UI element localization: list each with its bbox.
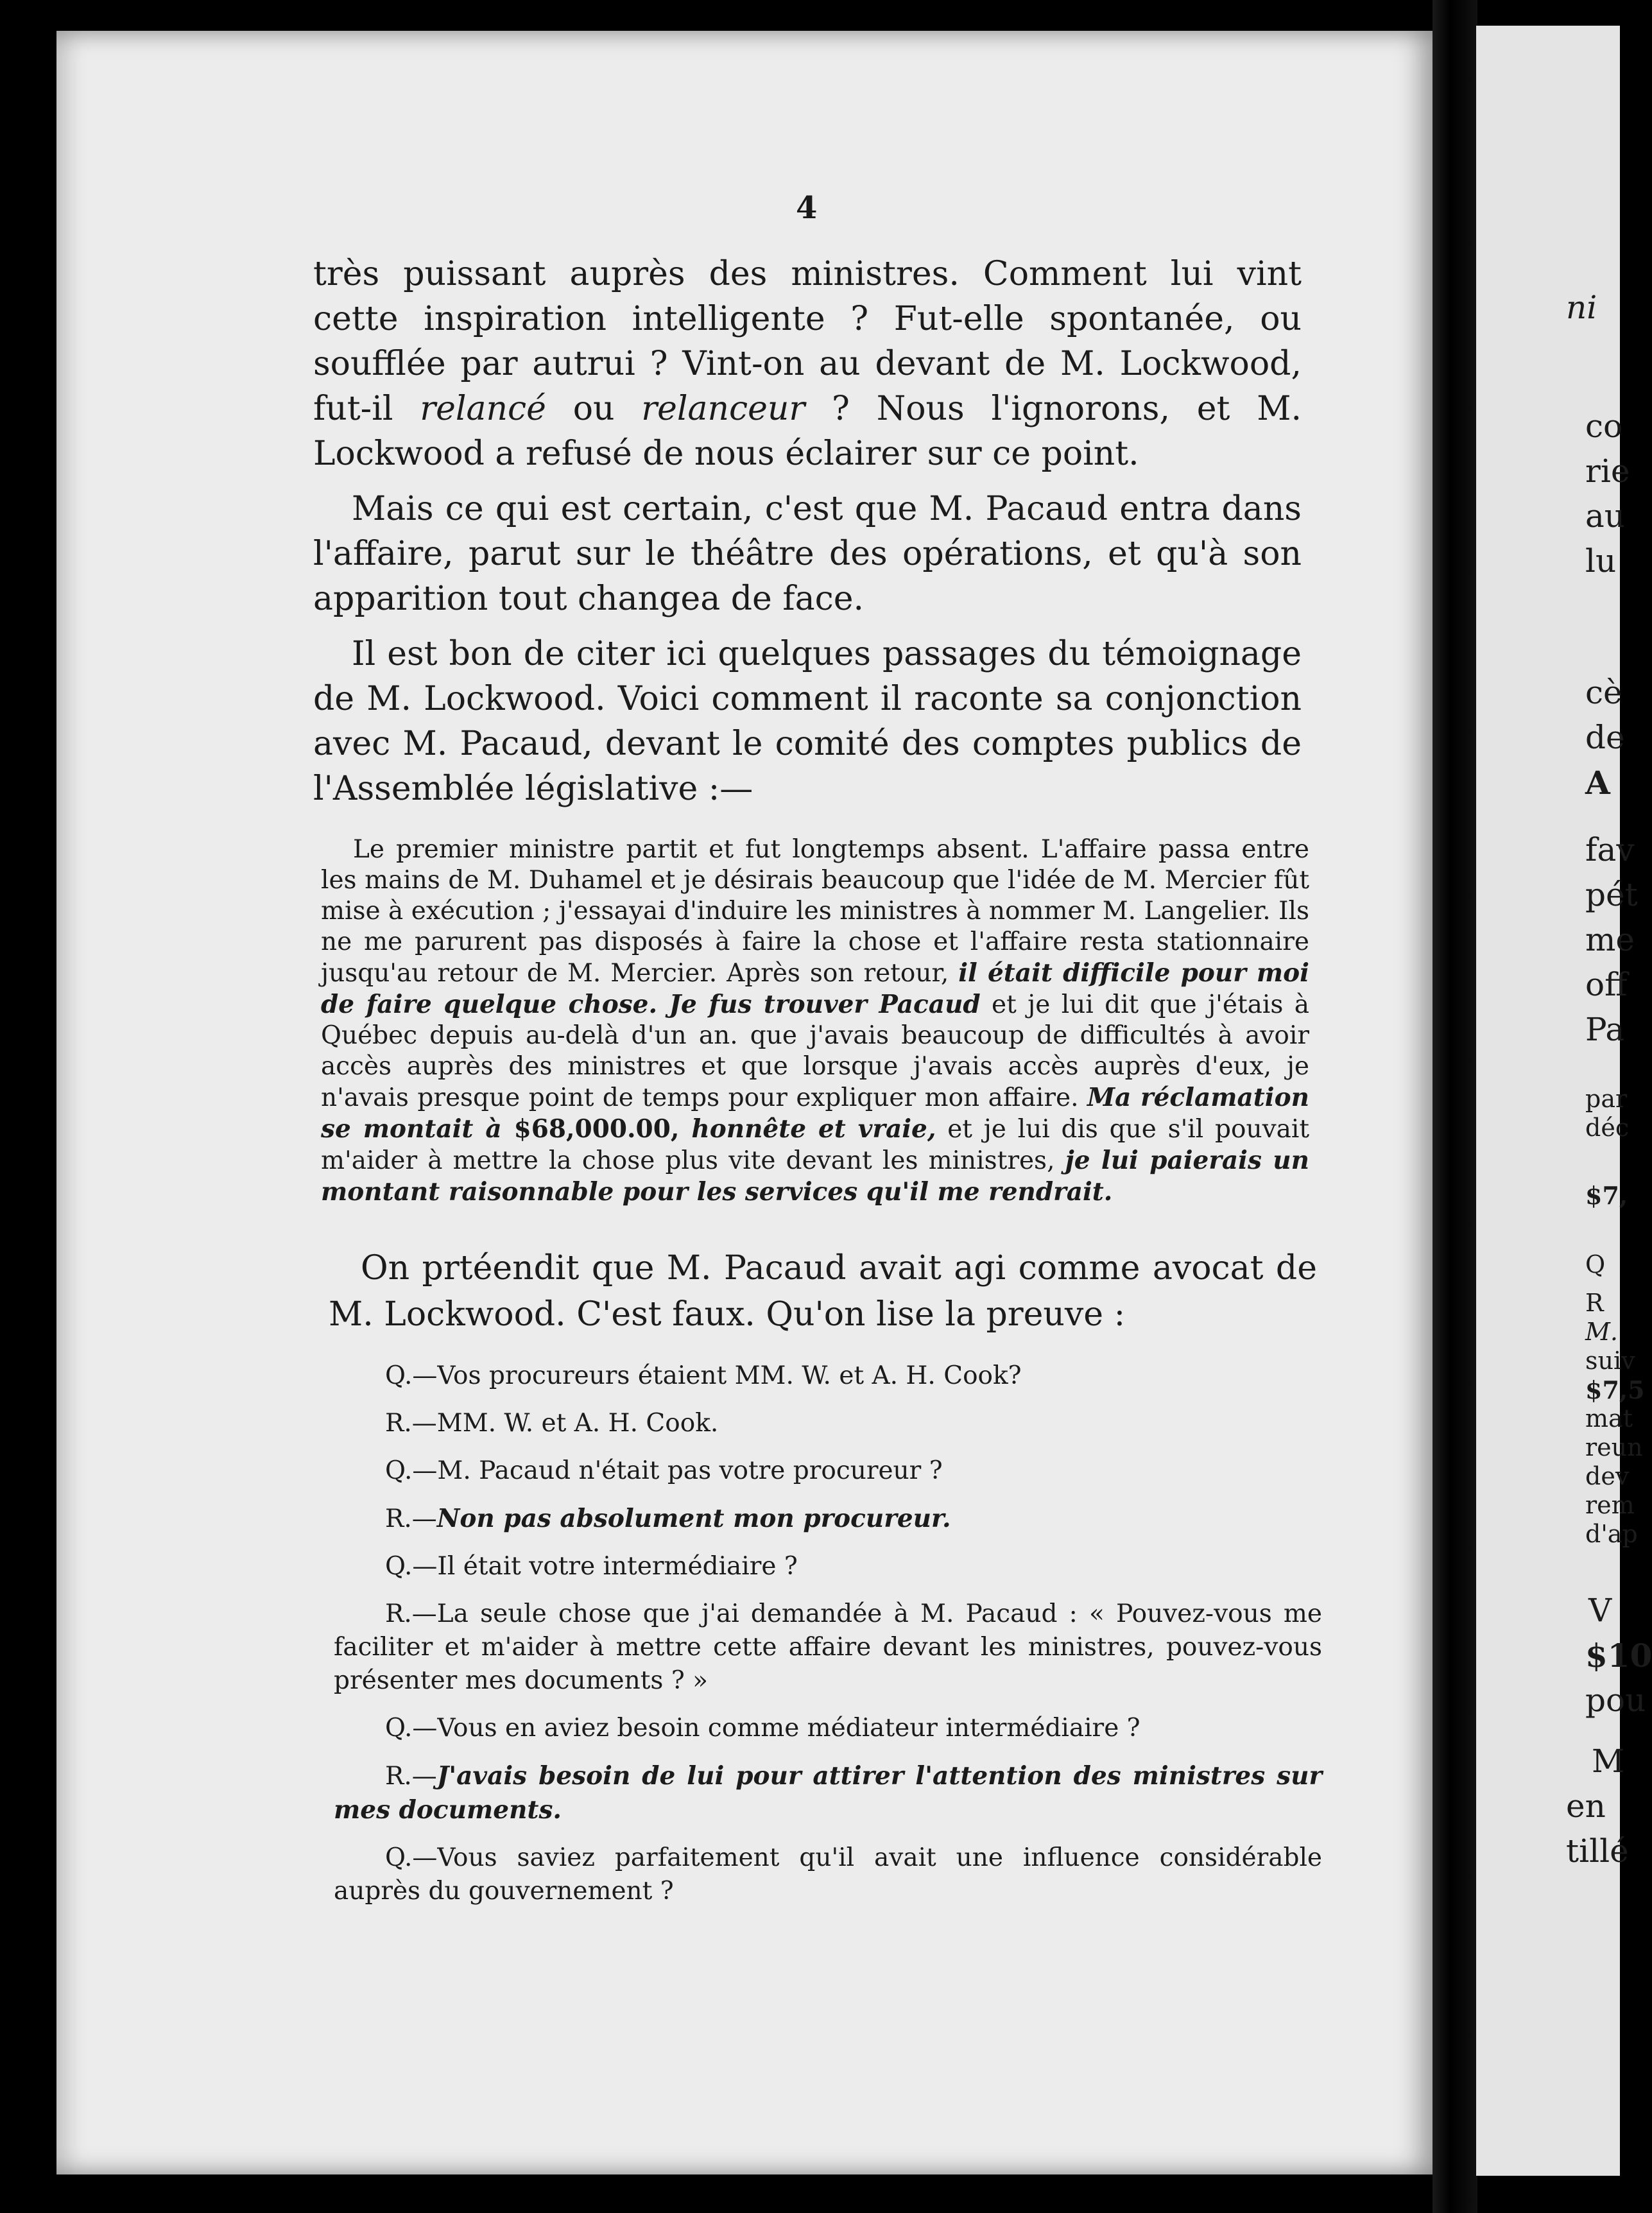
- next-page-fragment: $7,: [1585, 1181, 1628, 1210]
- qa-item: R.—Non pas absolument mon procureur.: [385, 1504, 951, 1533]
- next-page-fragment: pou: [1585, 1682, 1646, 1719]
- testimony-quote: Le premier ministre partit et fut longtemps absent. L'affaire passa entre les mains de M. Duhamel et je désirais beaucoup que l'idée de M. Mercier fût mise à exécution ; j'essayai d'induire les ministres à nommer M. Langelier. Ils ne me parurent pas disposés à faire la chose et l'affaire resta stationnaire jusqu'au retour de M. Mercier. Après son retour, il était difficile pour moi de faire quelque chose. Je fus trouver Pacaud et je lui dit que j'étais à Québec depuis au-delà d'un an. que j'avais beaucoup de difficultés à avoir accès auprès des ministres et que lorsque j'avais accès auprès d'eux, je n'avais presque point de temps pour expliquer mon affaire. Ma réclamation se montait à $68,000.00, honnête et vraie, et je lui dis que s'il pouvait m'aider à mettre la chose plus vite devant les ministres, je lui paierais un montant raisonnable pour les services qu'il me rendrait.: [321, 835, 1309, 1207]
- next-page-fragment: au: [1585, 497, 1626, 535]
- body-text-top: [313, 252, 1302, 822]
- page-number: 4: [796, 190, 818, 226]
- next-page-fragment: rie: [1585, 452, 1630, 490]
- next-page-fragment: $10: [1585, 1637, 1652, 1675]
- qa-item: Q.—Vous saviez parfaitement qu'il avait une influence considérable auprès du gouvernement ?: [334, 1843, 1322, 1906]
- qa-item: Q.—M. Pacaud n'était pas votre procureur ?: [385, 1456, 943, 1485]
- next-page-fragment: M: [1592, 1743, 1625, 1780]
- next-page-fragment: A: [1585, 764, 1610, 802]
- next-page-fragment: cè: [1585, 674, 1622, 711]
- book-gutter: [1433, 0, 1477, 2213]
- next-page-fragment: R: [1585, 1289, 1604, 1317]
- paragraph-3: Il est bon de citer ici quelques passages du témoignage de M. Lockwood. Voici comment il raconte sa conjonction avec M. Pacaud, devant le comité des comptes publics de l'Assemblée législative :—: [313, 635, 1302, 808]
- next-page-fragment: ni: [1566, 289, 1597, 326]
- next-page-fragment: d'ap: [1585, 1520, 1638, 1548]
- qa-item: R.—MM. W. et A. H. Cook.: [385, 1409, 719, 1438]
- next-page-fragment: me: [1585, 921, 1635, 958]
- next-page-fragment: mat: [1585, 1404, 1633, 1433]
- next-page-fragment: en: [1566, 1787, 1606, 1825]
- next-page-fragment: déc: [1585, 1114, 1630, 1142]
- next-page-fragment: Pa: [1585, 1011, 1625, 1048]
- qa-item: Q.—Il était votre intermédiaire ?: [385, 1552, 798, 1581]
- next-page-fragment: de: [1585, 719, 1625, 756]
- next-page-fragment: fav: [1585, 831, 1635, 868]
- next-page-fragment: pét: [1585, 876, 1638, 913]
- qa-list: [334, 1359, 1322, 1922]
- next-page-fragment: tillé: [1566, 1832, 1629, 1870]
- next-page-fragment: $7,5: [1585, 1375, 1645, 1404]
- next-page-fragment: reun: [1585, 1433, 1643, 1461]
- next-page-fragment: V: [1588, 1592, 1612, 1629]
- paragraph-1: très puissant auprès des ministres. Comment lui vint cette inspiration intelligente ? Fut-elle spontanée, ou soufflée par autrui ? Vint-on au devant de M. Lockwood, fut-il relancé ou relanceur ? Nous l'ignorons, et M. Lockwood a refusé de nous éclairer sur ce point.: [313, 255, 1302, 473]
- next-page-fragment: Q: [1585, 1250, 1606, 1279]
- qa-item: R.—La seule chose que j'ai demandée à M. Pacaud : « Pouvez-vous me faciliter et m'aider à mettre cette affaire devant les ministres, pouvez-vous présenter mes documents ? »: [334, 1599, 1322, 1695]
- next-page-fragment: lu: [1585, 542, 1617, 580]
- next-page-fragment: dev: [1585, 1462, 1630, 1490]
- next-page-fragment: M.: [1585, 1318, 1618, 1346]
- paragraph-4: On prtéendit que M. Pacaud avait agi comme avocat de M. Lockwood. C'est faux. Qu'on lise la preuve :: [329, 1249, 1317, 1334]
- next-page-fragment: off: [1585, 966, 1628, 1003]
- qa-item: Q.—Vous en aviez besoin comme médiateur intermédiaire ?: [385, 1714, 1140, 1743]
- next-page-fragment: rem: [1585, 1491, 1635, 1519]
- next-page-fragment: suiv: [1585, 1347, 1635, 1375]
- paragraph-2: Mais ce qui est certain, c'est que M. Pacaud entra dans l'affaire, parut sur le théâtre des opérations, et qu'à son apparition tout changea de face.: [313, 490, 1302, 618]
- next-page-fragment: co: [1585, 408, 1623, 445]
- qa-item: Q.—Vos procureurs étaient MM. W. et A. H. Cook?: [385, 1361, 1022, 1390]
- qa-item: R.—J'avais besoin de lui pour attirer l'attention des ministres sur mes documents.: [334, 1761, 1322, 1825]
- next-page-fragment: par: [1585, 1085, 1628, 1113]
